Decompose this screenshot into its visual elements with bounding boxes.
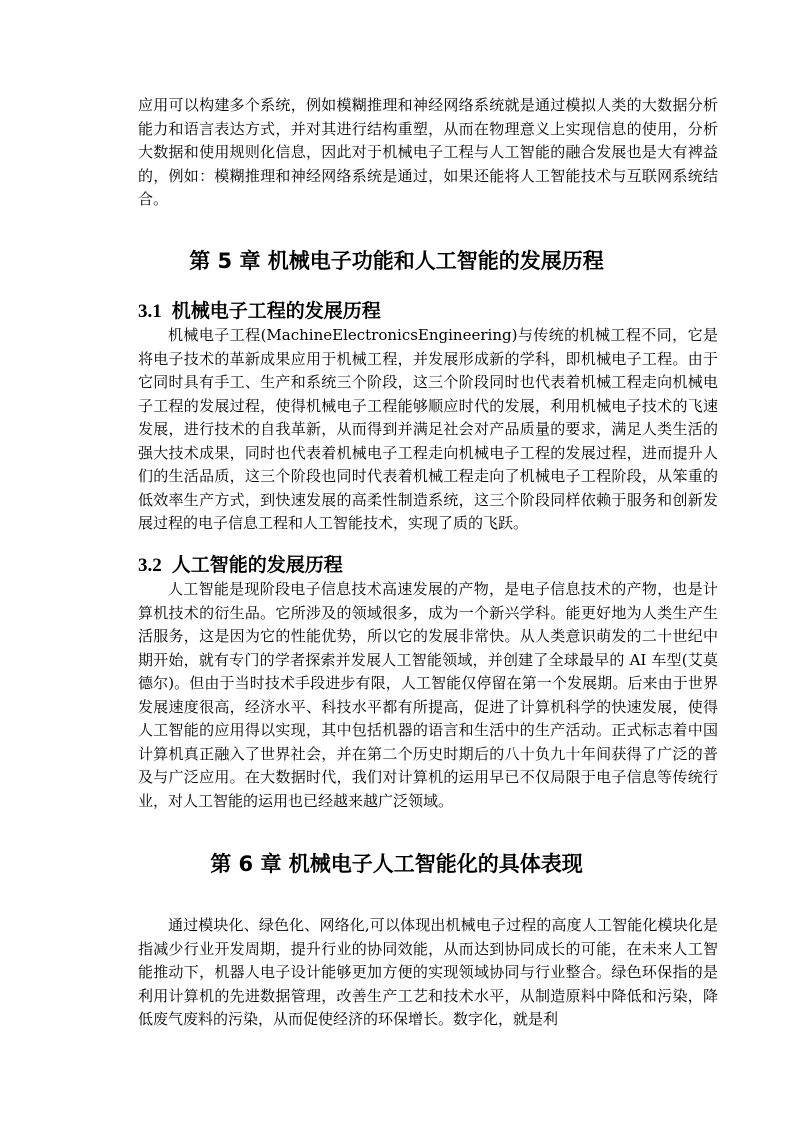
intro-paragraph: 应用可以构建多个系统，例如模糊推理和神经网络系统就是通过模拟人类的大数据分析能力和语言表达方式，并对其进行结构重塑，从而在物理意义上实现信息的使用，分析大数据和使用规则化信息，因此对于机械电子工程与人工智能的融合发展也是大有裨益的，例如：模糊推理和神经网络系统是通过，如果还能将人工智能技术与互联网系统结合。 bbox=[138, 96, 718, 208]
chapter-5-heading: 第 5 章 机械电子功能和人工智能的发展历程 bbox=[189, 249, 604, 273]
section-3-1-title: 机械电子工程的发展历程 bbox=[171, 300, 381, 322]
section-3-1-heading bbox=[138, 298, 381, 325]
section-3-2-title: 人工智能的发展历程 bbox=[171, 554, 343, 576]
section-3-1-paragraph: 机械电子工程(MachineElectronicsEngineering)与传统的机械工程不同，它是将电子技术的革新成果应用于机械工程，并发展形成新的学科，即机械电子工程。由于它同时具有手工、生产和系统三个阶段，这三个阶段同时也代表着机械工程走向机械电子工程的发展过程，使得机械电子工程能够顺应时代的发展，利用机械电子技术的飞速发展，进行技术的自我革新，从而得到并满足社会对产品质量的要求，满足人类生活的强大技术成果，同时也代表着机械电子工程走向机械电子工程的发展过程，进而提升人们的生活品质，这三个阶段也同时代表着机械工程走向了机械电子工程阶段，从笨重的低效率生产方式，到快速发展的高柔性制造系统，这三个阶段同样依赖于服务和创新发展过程的电子信息工程和人工智能技术，实现了质的飞跃。 bbox=[138, 326, 718, 532]
section-3-1-number: 3.1 bbox=[138, 301, 162, 322]
chapter-6-paragraph: 通过模块化、绿色化、网络化,可以体现出机械电子过程的高度人工智能化模块化是指减少行业开发周期，提升行业的协同效能，从而达到协同成长的可能，在未来人工智能推动下，机器人电子设计能够更加方便的实现领域协同与行业整合。绿色环保指的是利用计算机的先进数据管理，改善生产工艺和技术水平，从制造原料中降低和污染，降低废气废料的污染，从而促使经济的环保增长。数字化，就是利 bbox=[138, 916, 718, 1028]
chapter-6-heading: 第 6 章 机械电子人工智能化的具体表现 bbox=[210, 852, 583, 876]
section-3-2-paragraph: 人工智能是现阶段电子信息技术高速发展的产物，是电子信息技术的产物，也是计算机技术的衍生品。它所涉及的领域很多，成为一个新兴学科。能更好地为人类生产生活服务，这是因为它的性能优势，所以它的发展非常快。从人类意识萌发的二十世纪中期开始，就有专门的学者探索并发展人工智能领域，并创建了全球最早的 AI 车型(艾莫德尔)。但由于当时技术手段进步有限，人工智能仅停留在第一个发展期。后来由于世界发展速度很高，经济水平、科技水平都有所提高，促进了计算机科学的快速发展，使得人工智能的应用得以实现，其中包括机器的语言和生活中的生产活动。正式标志着中国计算机真正融入了世界社会，并在第二个历史时期后的八十负九十年间获得了广泛的普及与广泛应用。在大数据时代，我们对计算机的运用早已不仅局限于电子信息等传统行业，对人工智能的运用也已经越来越广泛领域。 bbox=[138, 580, 718, 810]
section-3-2-heading bbox=[138, 552, 343, 579]
section-3-2-number: 3.2 bbox=[138, 555, 162, 576]
